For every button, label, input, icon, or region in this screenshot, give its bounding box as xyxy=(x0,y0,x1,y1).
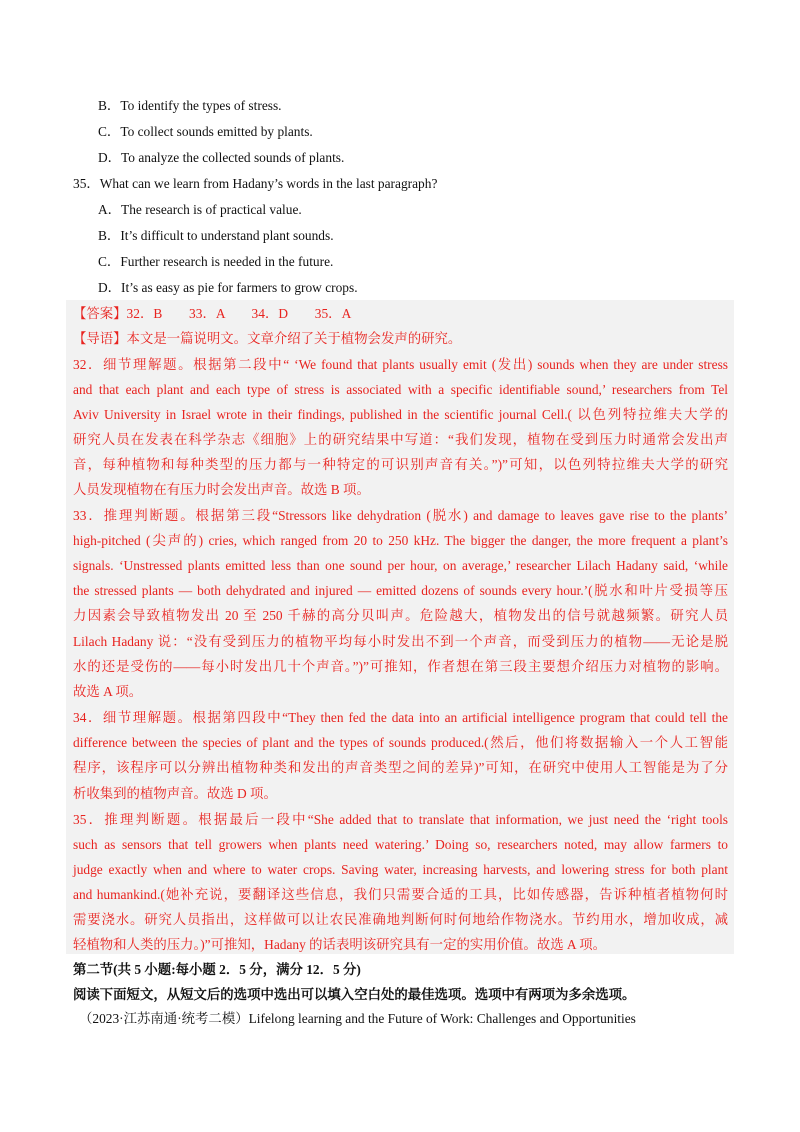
q35-line: 需要浇水。研究人员指出，这样做可以让农民准确地判断何时何地给作物浇水。节约用水，增加收成，减 xyxy=(73,912,728,927)
q34-line: difference between the species of plant and the types of sounds produced.(然后，他们将数据输入一个人工智能 xyxy=(73,735,728,750)
q35-option-d: D．It’s as easy as pie for farmers to grow crops. xyxy=(98,280,358,295)
q33-line: high-pitched (尖声的) cries, which ranged from 20 to 250 kHz. The bigger the danger, the more frequent a plant’s xyxy=(73,533,728,548)
q33-line: the stressed plants — both dehydrated and injured — emitted dozens of sounds every hour.’(脱水和叶片受损等压 xyxy=(73,583,728,598)
q35-option-b: B．It’s difficult to understand plant sounds. xyxy=(98,228,334,243)
q33-line: 水的还是受伤的——每小时发出几十个声音。”)”可推知，作者想在第三段主要想介绍压力对植物的影响。 xyxy=(73,659,728,674)
q33-line: 33．推理判断题。根据第三段“Stressors like dehydration (脱水) and damage to leaves gave rise to the plants’ xyxy=(73,508,728,523)
q34-option-c: C．To collect sounds emitted by plants. xyxy=(98,124,313,139)
section-instruction: 阅读下面短文，从短文后的选项中选出可以填入空白处的最佳选项。选项中有两项为多余选项。 xyxy=(73,987,636,1002)
q34-option-d: D．To analyze the collected sounds of plants. xyxy=(98,150,345,165)
section-heading: 第二节(共 5 小题:每小题 2．5 分，满分 12．5 分) xyxy=(73,962,361,977)
q32-line: 研究人员在发表在科学杂志《细胞》上的研究结果中写道：“我们发现，植物在受到压力时通常会发出声 xyxy=(73,432,728,447)
q35-option-a: A．The research is of practical value. xyxy=(98,202,302,217)
q32-line: 音，每种植物和每种类型的压力都与一种特定的可识别声音有关。”)”可知，以色列特拉维夫大学的研究 xyxy=(73,457,728,472)
q34-option-b: B．To identify the types of stress. xyxy=(98,98,282,113)
q34-line: 程序，该程序可以分辨出植物种类和发出的声音类型之间的差异)”可知，在研究中使用人工智能是为了分 xyxy=(73,760,728,775)
q35-stem: 35．What can we learn from Hadany’s words in the last paragraph? xyxy=(73,176,438,191)
q35-option-c: C．Further research is needed in the future. xyxy=(98,254,334,269)
q35-line: such as sensors that tell growers when plants need watering.’ Doing so, researchers noted, may allow farmers to xyxy=(73,837,728,852)
q32-line: Aviv University in Israel wrote in their findings, published in the scientific journal Cell.( 以色列特拉维夫大学的 xyxy=(73,407,728,422)
q32-line: and that each plant and each type of stress is associated with a specific identifiable sound,’ researchers from Tel xyxy=(73,382,728,397)
q32-line: 人员发现植物在有压力时会发出声音。故选 B 项。 xyxy=(73,482,370,497)
q35-line: and humankind.(她补充说，要翻译这些信息，我们只需要合适的工具，比如传感器，告诉种植者植物何时 xyxy=(73,887,728,902)
q35-line: 35．推理判断题。根据最后一段中“She added that to translate that information, we just need the ‘right tools xyxy=(73,812,728,827)
q35-line: 轻植物和人类的压力。)”可推知，Hadany 的话表明该研究具有一定的实用价值。故选 A 项。 xyxy=(73,937,606,952)
q34-line: 析收集到的植物声音。故选 D 项。 xyxy=(73,786,277,801)
analysis-panel xyxy=(66,300,734,954)
q32-line: 32．细节理解题。根据第二段中“ ‘We found that plants usually emit (发出) sounds when they are under stress xyxy=(73,357,728,372)
q33-line: 故选 A 项。 xyxy=(73,684,143,699)
q33-line: signals. ‘Unstressed plants emitted less than one sound per hour, on average,’ researcher Lilach Hadany said, ‘while xyxy=(73,558,728,573)
passage-source: （2023·江苏南通·统考二模）Lifelong learning and the Future of Work: Challenges and Opportunities xyxy=(79,1011,636,1026)
answer-line: 【答案】32．B 33．A 34．D 35．A xyxy=(73,306,352,321)
q33-line: 力因素会导致植物发出 20 至 250 千赫的高分贝叫声。危险越大，植物发出的信号就越频繁。研究人员 xyxy=(73,608,728,623)
q34-line: 34．细节理解题。根据第四段中“They then fed the data into an artificial intelligence program that could tell the xyxy=(73,710,728,725)
q33-line: Lilach Hadany 说：“没有受到压力的植物平均每小时发出不到一个声音，而受到压力的植物——无论是脱 xyxy=(73,634,728,649)
guide-line: 【导语】本文是一篇说明文。文章介绍了关于植物会发声的研究。 xyxy=(73,331,462,346)
q35-line: judge exactly when and where to water crops. Saving water, increasing harvests, and lowering stress for both plant xyxy=(73,862,728,877)
